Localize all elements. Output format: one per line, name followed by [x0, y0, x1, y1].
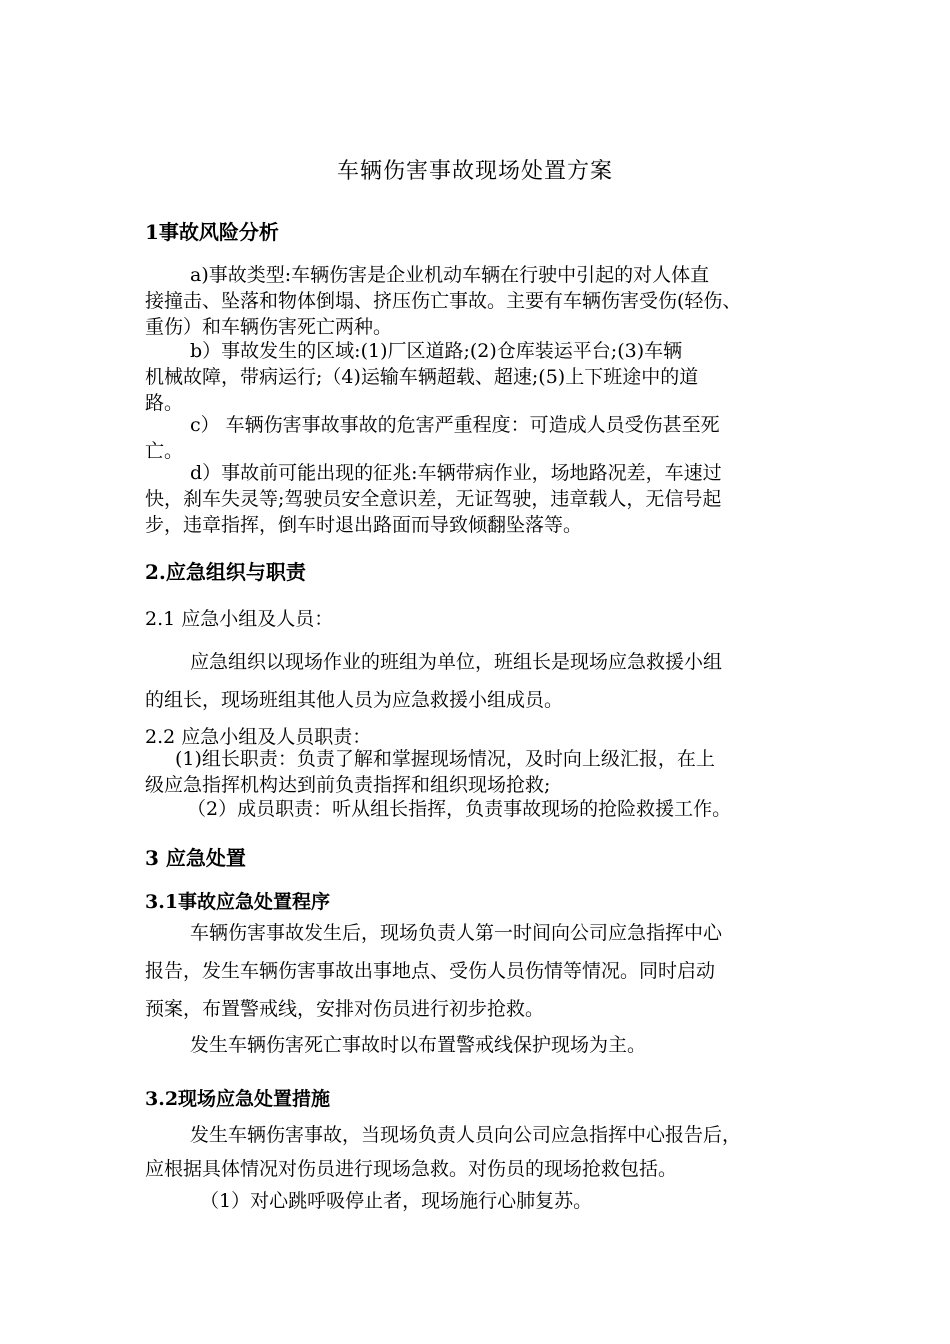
section-2-1-paragraph [145, 643, 805, 719]
paragraph-line: 发生车辆伤害事故，当现场负责人员向公司应急指挥中心报告后， [190, 1124, 742, 1146]
section-2-2-member-duty [145, 796, 805, 822]
paragraph-line: a)事故类型:车辆伤害是企业机动车辆在行驶中引起的对人体直 [190, 264, 710, 286]
section-3-1-paragraph-2 [145, 1026, 805, 1064]
section-1-item-a [145, 262, 805, 340]
paragraph-line: b）事故发生的区域:(1)厂区道路;(2)仓库装运平台;(3)车辆 [190, 340, 683, 362]
section-3-2-item-1 [145, 1184, 805, 1218]
paragraph-line: 的组长，现场班组其他人员为应急救援小组成员。 [145, 689, 564, 711]
paragraph-line: 重伤）和车辆伤害死亡两种。 [145, 316, 393, 338]
section-2-heading: 2.应急组织与职责 [145, 560, 306, 584]
paragraph-line: （2）成员职责：听从组长指挥，负责事故现场的抢险救援工作。 [187, 798, 732, 820]
paragraph-line: 接撞击、坠落和物体倒塌、挤压伤亡事故。主要有车辆伤害受伤(轻伤、 [145, 290, 742, 312]
paragraph-line: 车辆伤害事故发生后，现场负责人第一时间向公司应急指挥中心 [190, 922, 723, 944]
paragraph-line: 级应急指挥机构达到前负责指挥和组织现场抢救; [145, 774, 551, 796]
paragraph-line: 机械故障，带病运行;（4)运输车辆超载、超速;(5)上下班途中的道 [145, 366, 699, 388]
paragraph-line: 发生车辆伤害死亡事故时以布置警戒线保护现场为主。 [190, 1034, 647, 1056]
paragraph-line: (1)组长职责：负责了解和掌握现场情况，及时向上级汇报，在上 [175, 748, 715, 770]
paragraph-line: 报告，发生车辆伤害事故出事地点、受伤人员伤情等情况。同时启动 [145, 960, 716, 982]
paragraph-line: （1）对心跳呼吸停止者，现场施行心肺复苏。 [200, 1190, 593, 1212]
section-1-item-c [145, 412, 805, 464]
paragraph-line: d）事故前可能出现的征兆:车辆带病作业，场地路况差，车速过 [190, 462, 722, 484]
paragraph-line: 应根据具体情况对伤员进行现场急救。对伤员的现场抢救包括。 [145, 1158, 678, 1180]
paragraph-line: c） 车辆伤害事故事故的危害严重程度：可造成人员受伤甚至死 [190, 414, 720, 436]
section-2-1-heading: 2.1 应急小组及人员： [145, 608, 334, 630]
paragraph-line: 路。 [145, 392, 184, 414]
document-title: 车辆伤害事故现场处置方案 [336, 159, 613, 184]
section-1-item-d [145, 460, 805, 538]
paragraph-line: 预案，布置警戒线，安排对伤员进行初步抢救。 [145, 998, 545, 1020]
section-3-2-paragraph [145, 1118, 805, 1186]
paragraph-line: 应急组织以现场作业的班组为单位，班组长是现场应急救援小组 [190, 651, 723, 673]
paragraph-line: 快，刹车失灵等;驾驶员安全意识差，无证驾驶，违章载人，无信号起 [145, 488, 722, 510]
section-3-heading: 3 应急处置 [145, 846, 246, 870]
section-3-1-paragraph [145, 914, 805, 1028]
paragraph-line: 亡。 [145, 440, 184, 462]
section-2-2-leader-duty [145, 746, 805, 798]
section-1-item-b [145, 338, 805, 416]
section-2-2-heading: 2.2 应急小组及人员职责： [145, 726, 372, 748]
section-1-heading: 1事故风险分析 [145, 220, 279, 244]
section-3-1-heading: 3.1事故应急处置程序 [145, 891, 331, 913]
paragraph-line: 步，违章指挥，倒车时退出路面而导致倾翻坠落等。 [145, 514, 583, 536]
section-3-2-heading: 3.2现场应急处置措施 [145, 1088, 331, 1110]
